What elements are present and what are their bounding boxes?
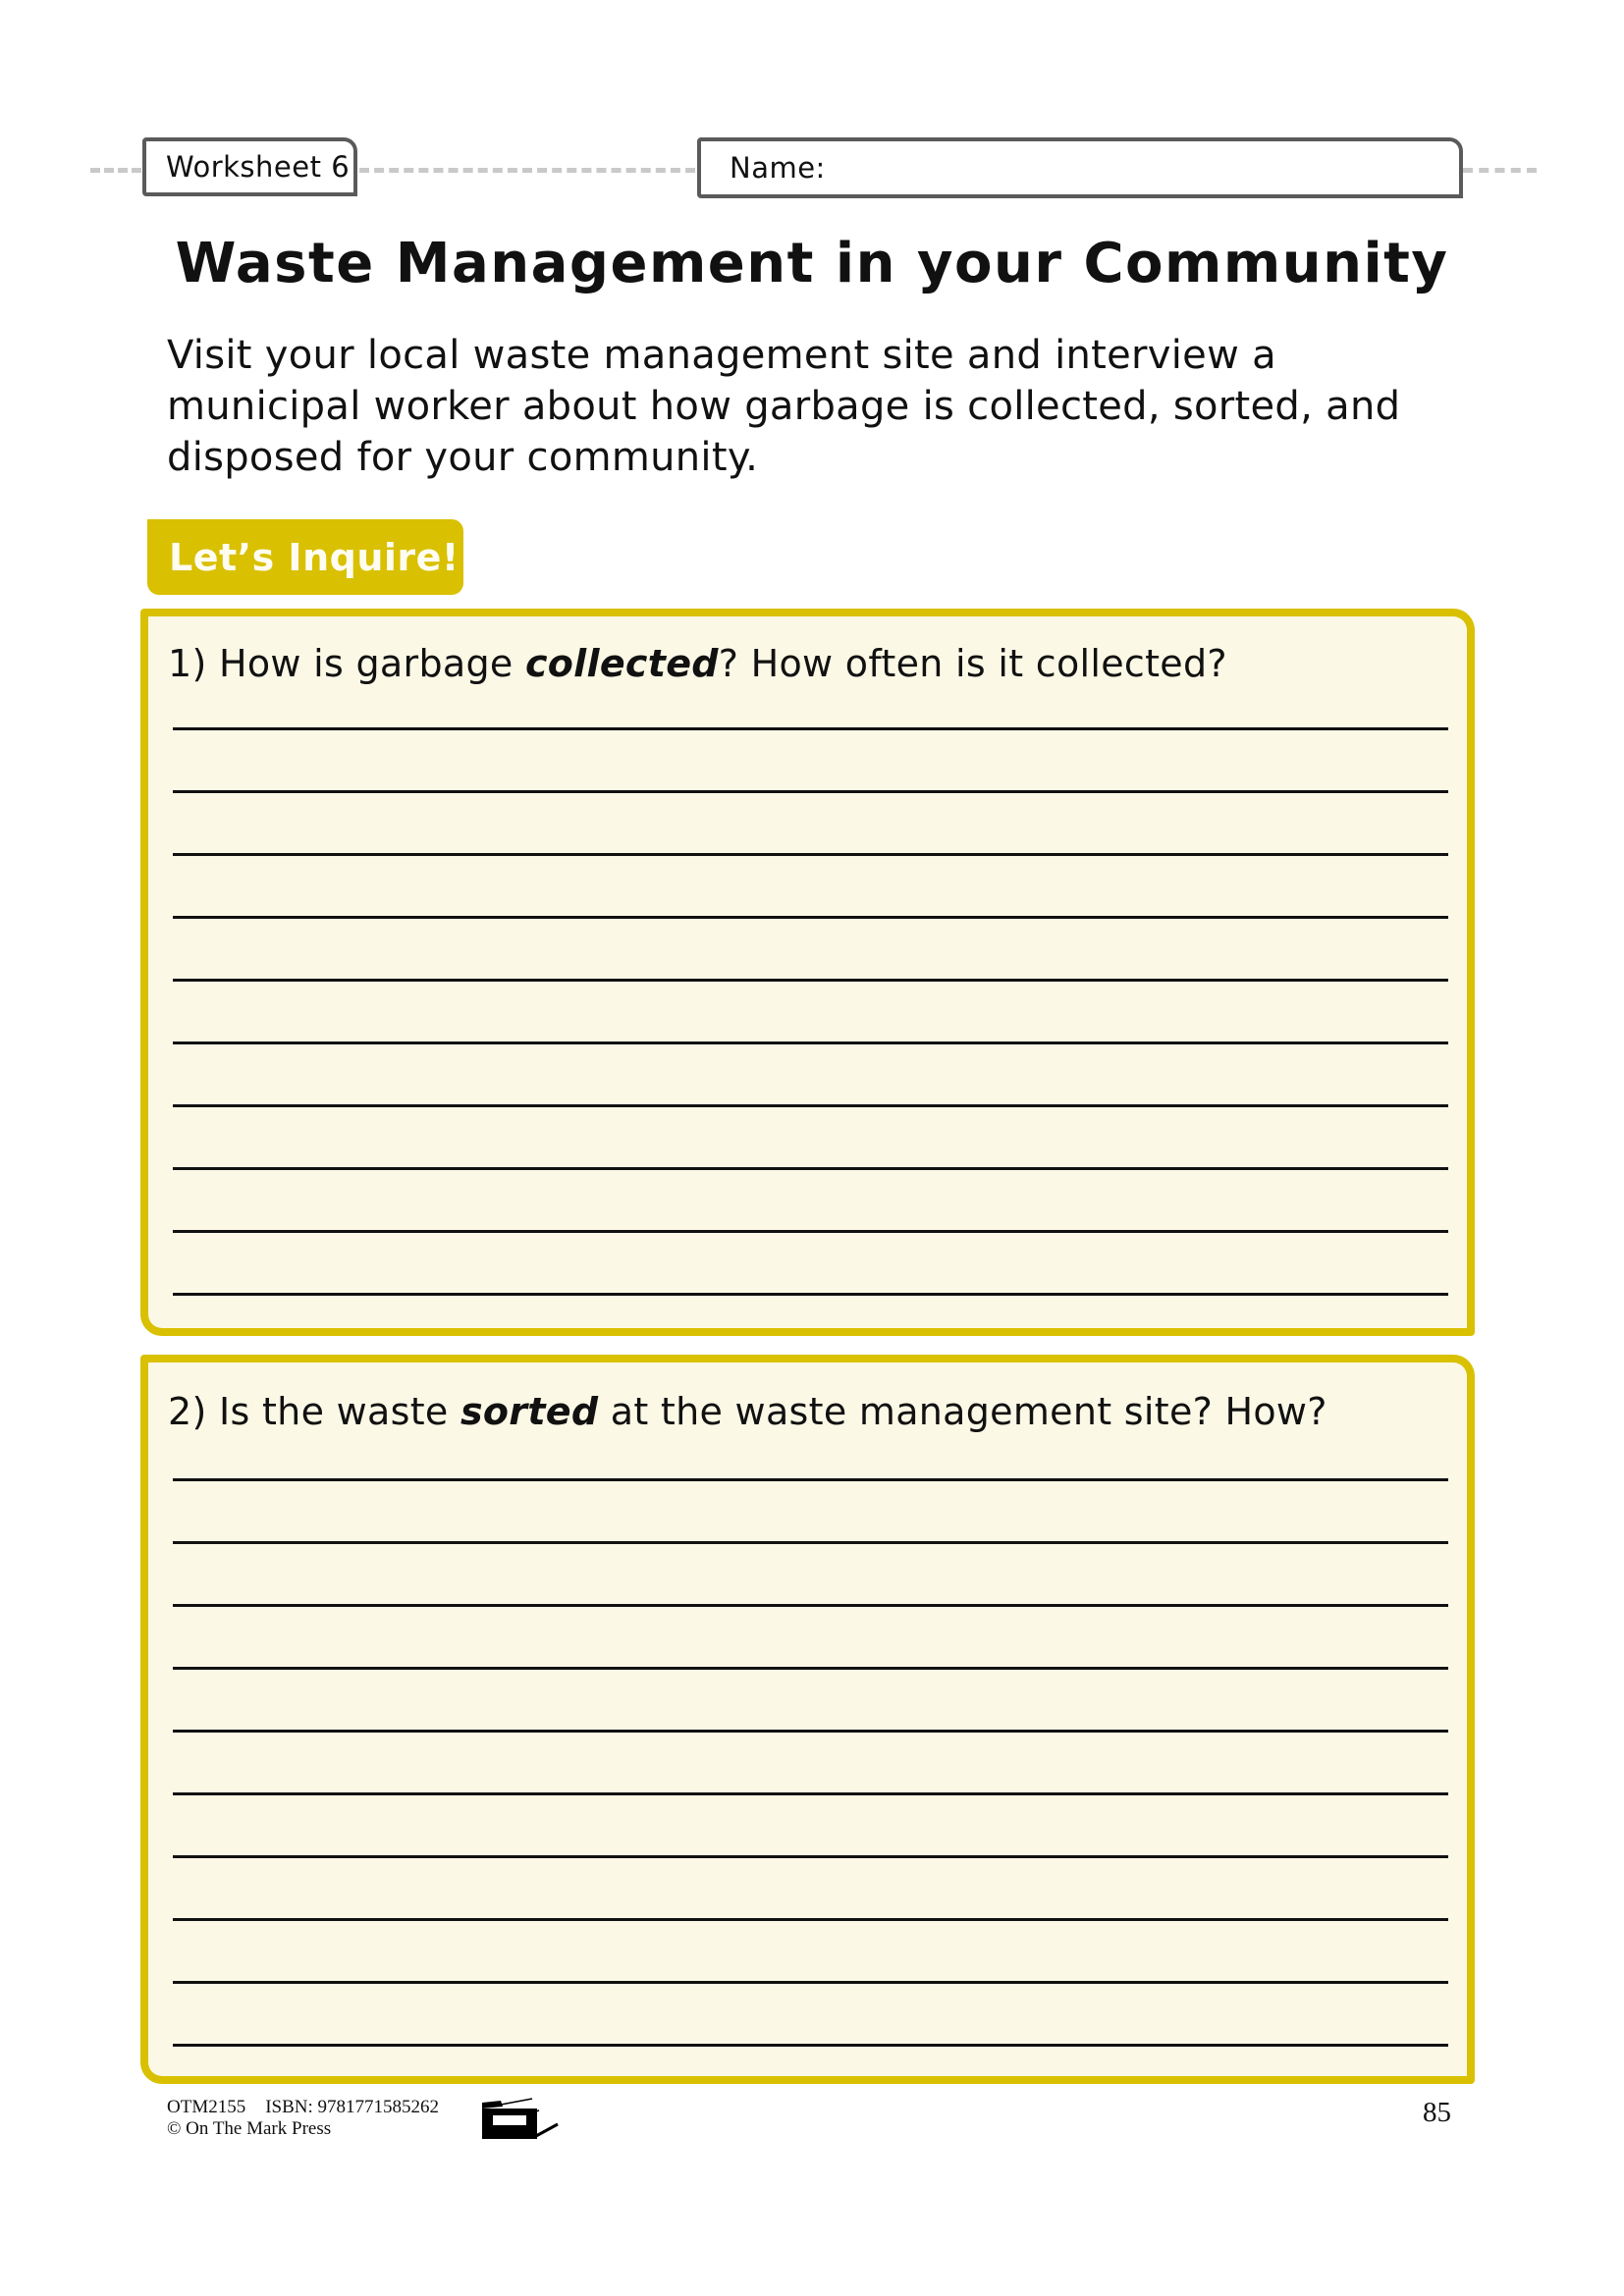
product-code: OTM2155 <box>167 2097 246 2117</box>
badge-label: Let’s Inquire! <box>169 535 460 579</box>
name-label: Name: <box>730 151 826 185</box>
answer-line[interactable] <box>173 1981 1448 1984</box>
answer-line[interactable] <box>173 1230 1448 1233</box>
answer-line[interactable] <box>173 1604 1448 1607</box>
answer-line[interactable] <box>173 1667 1448 1670</box>
question-box-1 <box>140 609 1475 1336</box>
question-box-2 <box>140 1355 1475 2084</box>
header-dash-left <box>90 168 141 173</box>
name-field[interactable] <box>697 137 1463 198</box>
intro-line: municipal worker about how garbage is collected, sorted, and <box>167 384 1401 429</box>
answer-line[interactable] <box>173 916 1448 919</box>
answer-line[interactable] <box>173 1104 1448 1107</box>
header-dash-right <box>1463 168 1537 173</box>
answer-line[interactable] <box>173 853 1448 856</box>
worksheet-label-box <box>142 137 357 196</box>
question-2-emphasis: sorted <box>460 1390 599 1433</box>
worksheet-label: Worksheet 6 <box>166 150 351 184</box>
question-1-emphasis: collected <box>524 642 719 685</box>
answer-line[interactable] <box>173 727 1448 730</box>
answer-line[interactable] <box>173 790 1448 793</box>
answer-line[interactable] <box>173 979 1448 982</box>
answer-line[interactable] <box>173 1792 1448 1795</box>
answer-line[interactable] <box>173 1293 1448 1296</box>
copyright: © On The Mark Press <box>167 2118 332 2139</box>
intro-paragraph <box>167 330 1463 483</box>
answer-line[interactable] <box>173 1855 1448 1858</box>
question-2-text: 2) Is the waste sorted at the waste management site? How? <box>168 1390 1327 1433</box>
footer-info <box>167 2097 439 2140</box>
answer-line[interactable] <box>173 1918 1448 1921</box>
intro-line: Visit your local waste management site and interview a <box>167 333 1276 378</box>
page-title: Waste Management in your Community <box>175 232 1449 295</box>
page-number: 85 <box>1423 2097 1451 2128</box>
answer-line[interactable] <box>173 1167 1448 1170</box>
answer-line[interactable] <box>173 1478 1448 1481</box>
header-dash-middle <box>359 168 695 173</box>
intro-line: disposed for your community. <box>167 435 759 480</box>
lets-inquire-badge <box>147 519 463 595</box>
question-1-text: 1) How is garbage collected? How often is it collected? <box>168 642 1227 685</box>
answer-line[interactable] <box>173 1541 1448 1544</box>
answer-line[interactable] <box>173 1730 1448 1733</box>
isbn: ISBN: 9781771585262 <box>265 2097 440 2117</box>
photocopier-icon <box>481 2097 560 2142</box>
answer-line[interactable] <box>173 1041 1448 1044</box>
answer-line[interactable] <box>173 2044 1448 2047</box>
